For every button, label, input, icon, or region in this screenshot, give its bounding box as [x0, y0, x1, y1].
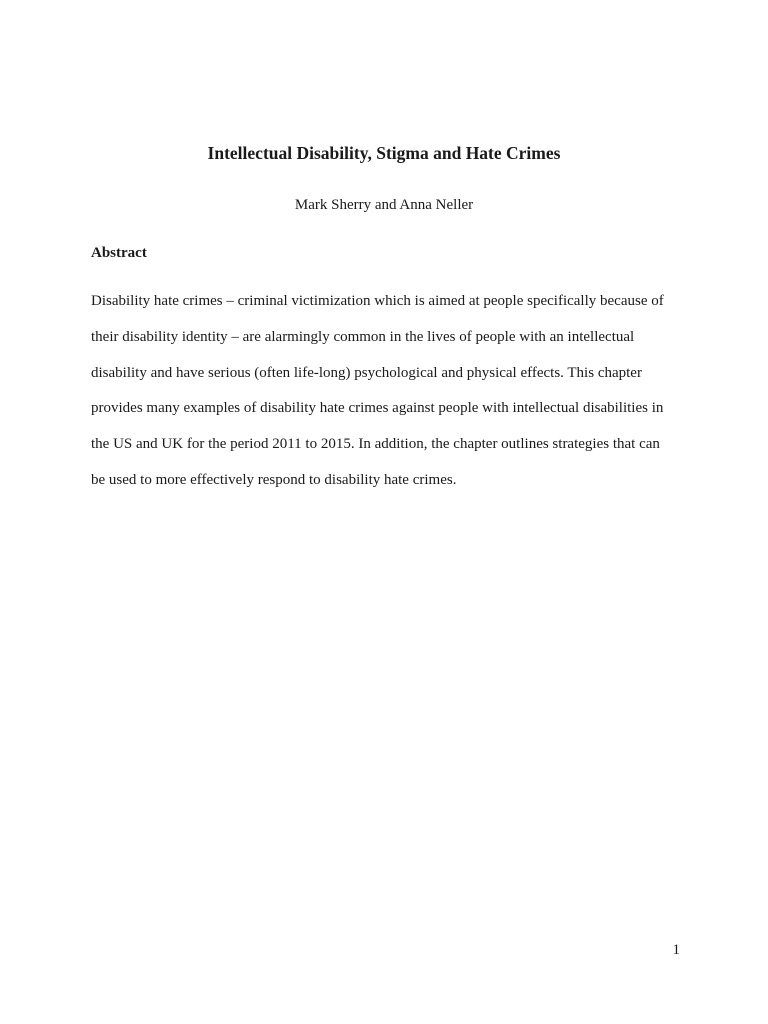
abstract-line: the US and UK for the period 2011 to 2015. In addition, the chapter outlines strategies that can — [91, 436, 660, 453]
abstract-line: be used to more effectively respond to disability hate crimes. — [91, 471, 457, 488]
paper-authors: Mark Sherry and Anna Neller — [294, 197, 474, 213]
abstract-line: provides many examples of disability hate crimes against people with intellectual disabilities in — [91, 400, 664, 417]
abstract-line: Disability hate crimes – criminal victimization which is aimed at people specifically because of — [91, 293, 664, 309]
abstract-heading: Abstract — [91, 245, 147, 261]
abstract-line: disability and have serious (often life-long) psychological and physical effects. This chapter — [91, 364, 642, 381]
abstract-line: their disability identity – are alarmingly common in the lives of people with an intellectual — [91, 328, 635, 345]
abstract-text — [91, 291, 681, 506]
paper-title: Intellectual Disability, Stigma and Hate Crimes — [207, 143, 561, 163]
page-number: 1 — [672, 942, 680, 958]
